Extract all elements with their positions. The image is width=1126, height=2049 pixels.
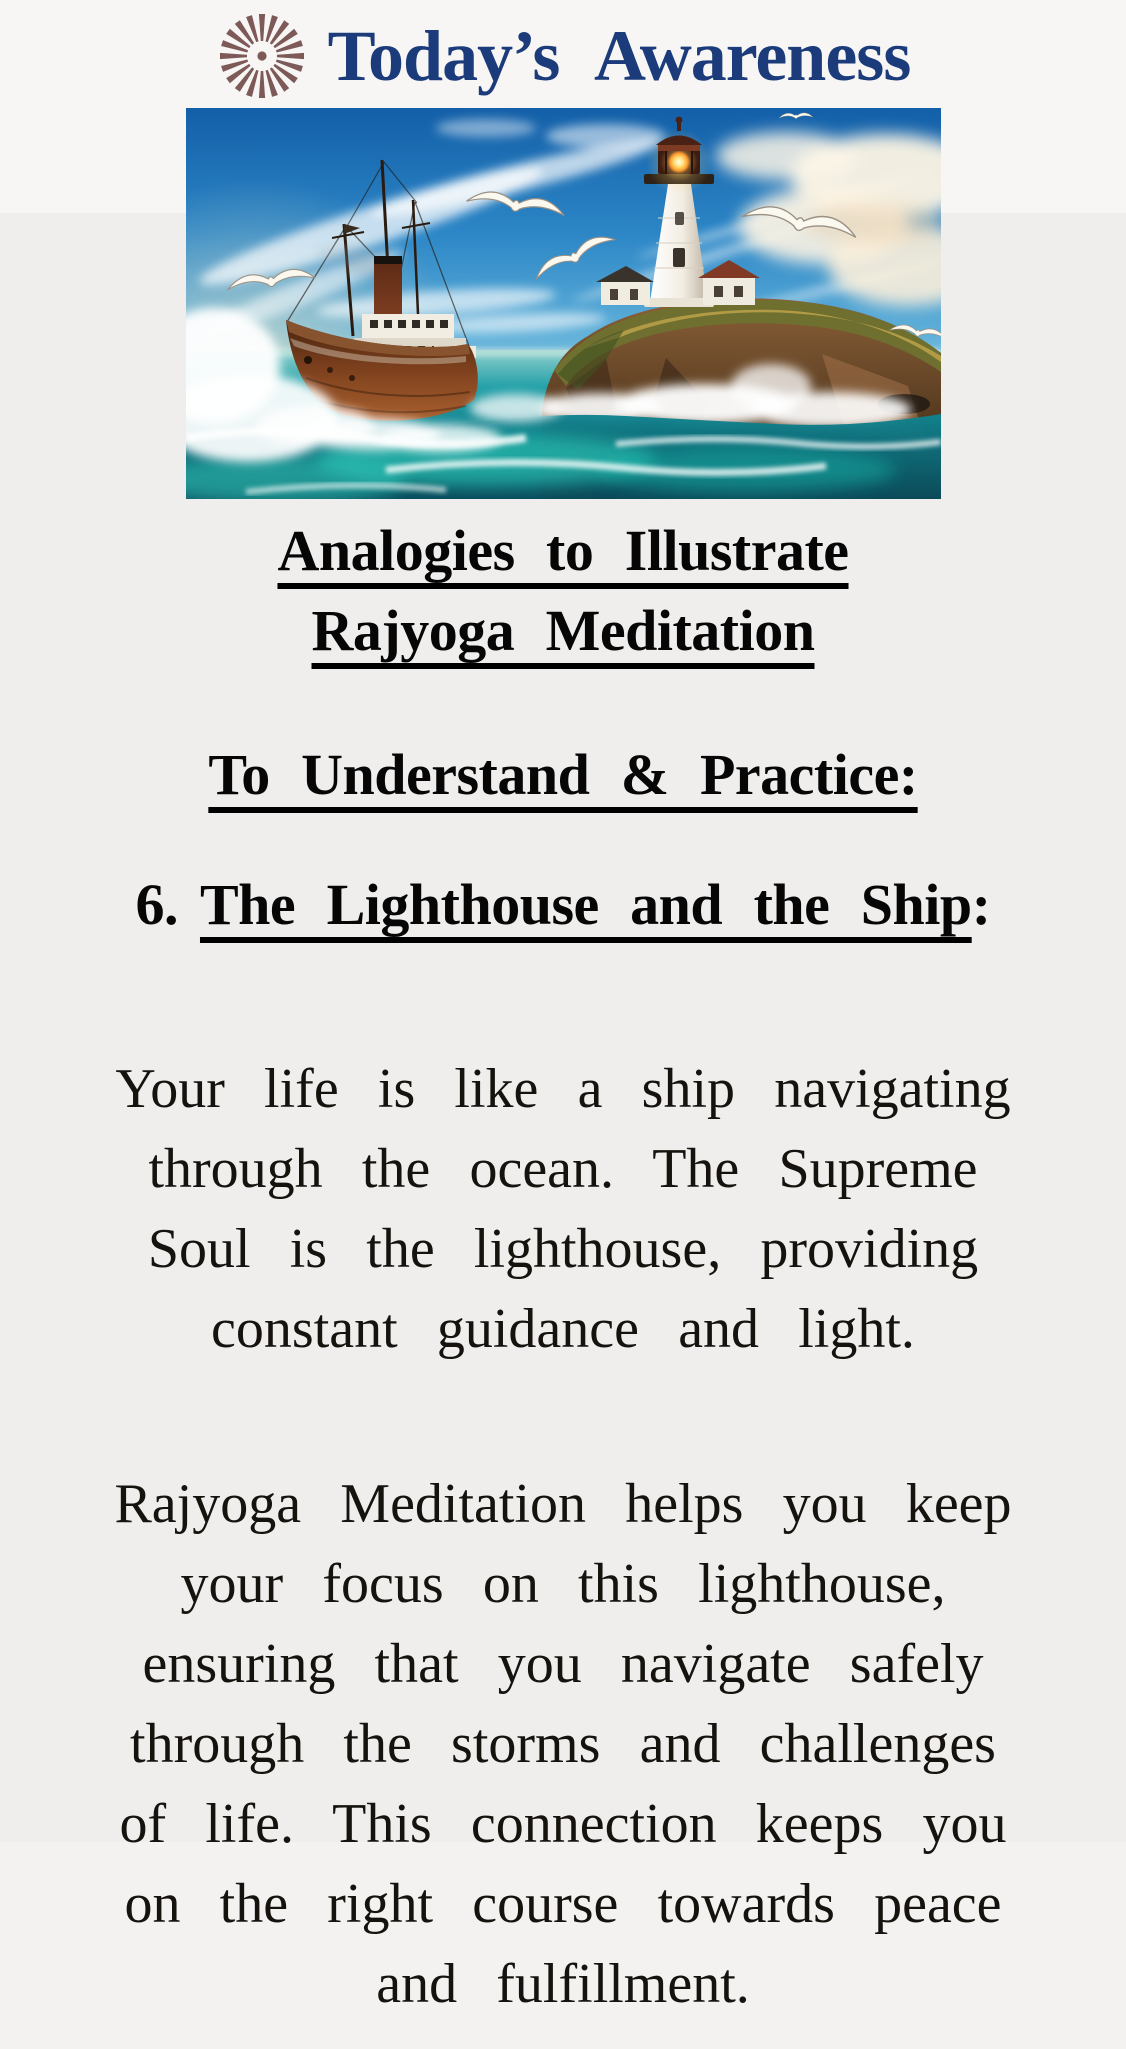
section-heading-line1: Analogies to Illustrate (277, 518, 849, 583)
text-line: Rajyoga Meditation helps you keep (114, 1473, 1012, 1535)
sub-heading: To Understand & Practice: (208, 742, 918, 807)
item-number: 6. (135, 872, 178, 937)
text-line: through the ocean. The Supreme (148, 1138, 978, 1200)
hero-photo-lighthouse-ship (186, 108, 941, 499)
title-row (0, 0, 1126, 104)
text-line: ensuring that you navigate safely (142, 1633, 984, 1695)
item-title: The Lighthouse and the Ship (199, 872, 972, 937)
item-heading (0, 865, 1126, 945)
text-line: Your life is like a ship navigating (115, 1058, 1011, 1120)
radiant-sun-icon (216, 10, 308, 102)
section-heading-line2: Rajyoga Meditation (311, 598, 815, 663)
sun-rays (220, 14, 304, 98)
paragraph-1 (0, 1049, 1126, 1369)
paragraph-2 (0, 1464, 1126, 2024)
text-line: and fulfillment. (376, 1953, 750, 2015)
text-line: on the right course towards peace (124, 1873, 1002, 1935)
text-line: Soul is the lighthouse, providing (147, 1218, 979, 1280)
page-title: Today’s Awareness (327, 16, 911, 96)
text-line: through the storms and challenges (130, 1713, 996, 1775)
section-heading (0, 511, 1126, 671)
text-line: of life. This connection keeps you (119, 1793, 1007, 1855)
lighthouse-lamp (667, 151, 690, 174)
text-line: constant guidance and light. (211, 1298, 915, 1360)
item-suffix: : (971, 872, 991, 937)
text-line: your focus on this lighthouse, (180, 1553, 946, 1615)
